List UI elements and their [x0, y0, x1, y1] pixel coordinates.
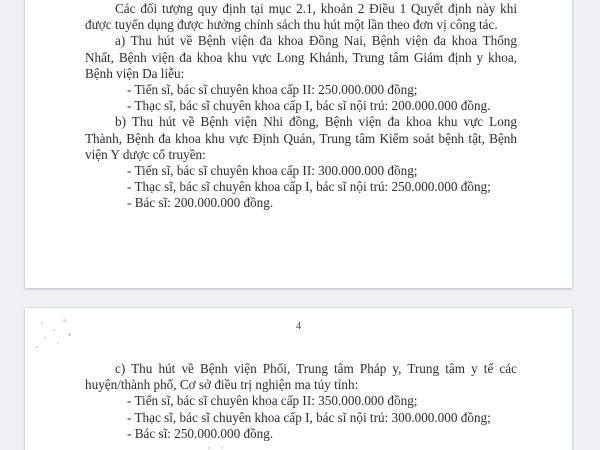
scan-speck	[63, 319, 66, 322]
paragraph	[85, 33, 517, 82]
text-line: Thành, Bệnh đa khoa khu vực Định Quán, Trung tâm Kiểm soát bệnh tật, Bệnh	[85, 130, 517, 146]
scan-speck	[208, 447, 210, 449]
text-line: Các đối tượng quy định tại mục 2.1, khoản 2 Điều 1 Quyết định này khi	[115, 1, 517, 16]
text-line: huyện/thành phố, Cơ sở điều trị nghiện ma túy tỉnh:	[85, 377, 359, 393]
text-line: Bệnh viện Da liễu:	[85, 65, 185, 81]
document-page-upper	[25, 0, 572, 288]
text-line: - Tiến sĩ, bác sĩ chuyên khoa cấp II: 250.000.000 đồng;	[127, 82, 418, 98]
paragraph	[85, 195, 517, 211]
page-content	[25, 0, 572, 212]
paragraph	[85, 179, 517, 195]
text-line: - Tiến sĩ, bác sĩ chuyên khoa cấp II: 300.000.000 đồng;	[127, 163, 418, 179]
text-line: - Bác sĩ: 250.000.000 đồng.	[127, 425, 274, 441]
page-content	[25, 361, 572, 442]
page-number: 4	[295, 321, 302, 332]
paragraph	[85, 393, 517, 409]
scan-speck	[57, 342, 59, 344]
paragraph	[85, 1, 517, 33]
scan-speck	[53, 329, 55, 331]
paragraph	[85, 361, 517, 393]
scan-speck	[36, 346, 38, 348]
text-line: c) Thu hút về Bệnh viện Phổi, Trung tâm Pháp y, Trung tâm y tế các	[115, 361, 517, 376]
text-line: được tuyển dụng được hưởng chính sách thu hút một lần theo đơn vị công tác.	[85, 17, 498, 33]
text-line: Nhất, Bệnh viện đa khoa khu vực Long Khánh, Trung tâm Giám định y khoa,	[85, 49, 517, 65]
paragraph	[85, 426, 517, 442]
text-line: - Tiến sĩ, bác sĩ chuyên khoa cấp II: 350.000.000 đồng;	[127, 393, 418, 409]
text-line: - Bác sĩ: 200.000.000 đồng.	[127, 195, 274, 211]
paragraph	[85, 98, 517, 114]
text-line: a) Thu hút về Bệnh viện đa khoa Đồng Nai, Bệnh viện đa khoa Thống	[115, 33, 517, 49]
scan-speck	[221, 447, 223, 449]
scan-speck	[44, 337, 46, 339]
text-line: - Thạc sĩ, bác sĩ chuyên khoa cấp I, bác sĩ nội trú: 250.000.000 đồng;	[127, 179, 491, 195]
paragraph	[85, 82, 517, 98]
text-line: b) Thu hút về Bệnh viện Nhi đồng, Bệnh viện đa khoa khu vực Long	[115, 114, 517, 130]
text-line: - Thạc sĩ, bác sĩ chuyên khoa cấp I, bác sĩ nội trú: 300.000.000 đồng;	[127, 409, 491, 425]
scan-speck	[41, 322, 43, 324]
document-page-lower	[25, 308, 572, 450]
paragraph	[85, 114, 517, 163]
paragraph	[85, 163, 517, 179]
text-line: viện Y dược cổ truyền:	[85, 146, 206, 162]
scan-speck	[68, 333, 71, 336]
paragraph	[85, 410, 517, 426]
text-line: - Thạc sĩ, bác sĩ chuyên khoa cấp I, bác sĩ nội trú: 200.000.000 đồng.	[127, 98, 491, 114]
